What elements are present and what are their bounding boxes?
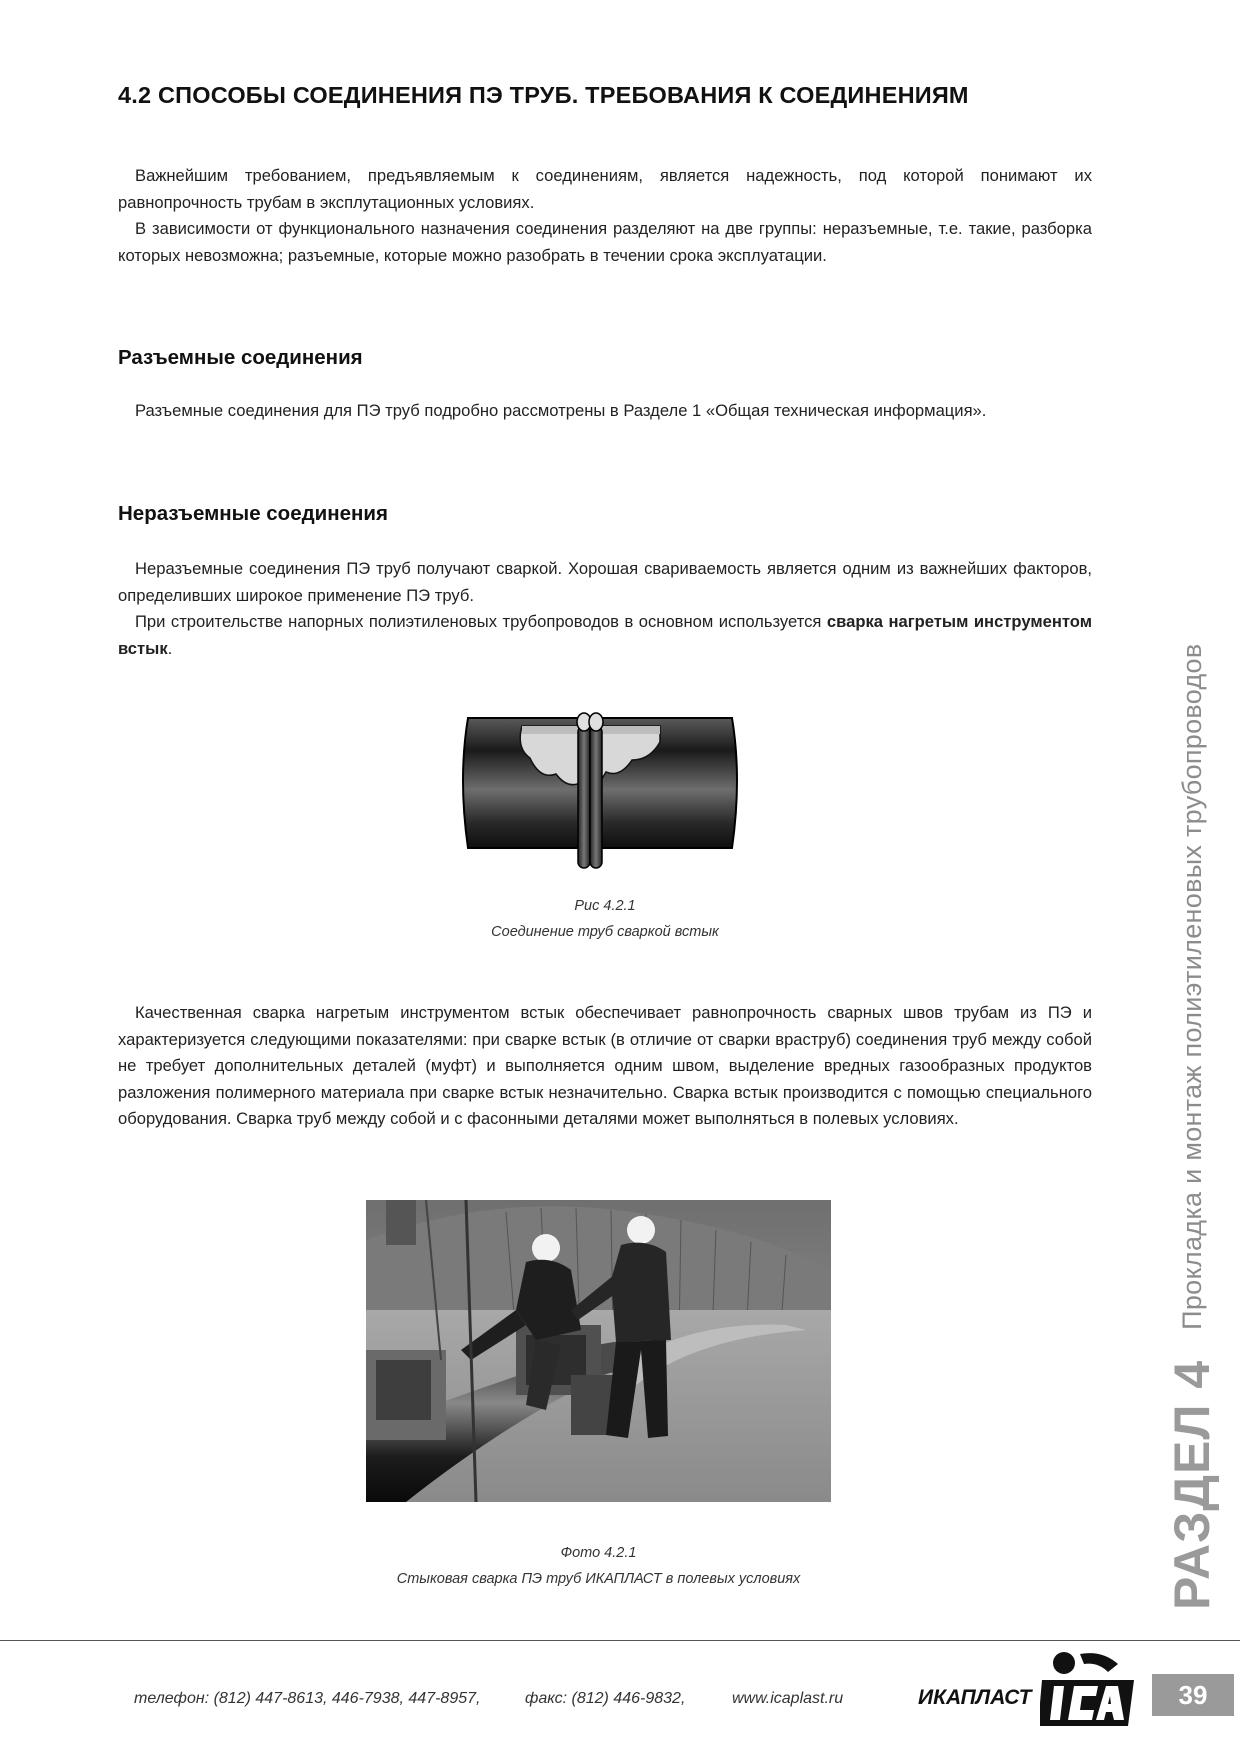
- detachable-paragraph: Разъемные соединения для ПЭ труб подробно рассмотрены в Разделе 1 «Общая техническая информация».: [135, 401, 987, 420]
- page-number: 39: [1152, 1674, 1234, 1716]
- intro-text: [118, 163, 1092, 269]
- section-number: РАЗДЕЛ 4: [1164, 1359, 1220, 1610]
- quality-text: [118, 1000, 1092, 1133]
- figure-caption: [430, 893, 780, 945]
- ica-logo-icon: [1040, 1650, 1136, 1728]
- detachable-text: [118, 398, 1092, 425]
- photo-label: Фото 4.2.1: [560, 1545, 637, 1561]
- permanent-text: [118, 556, 1092, 662]
- permanent-p2-start: При строительстве напорных полиэтиленовых трубопроводов в основном используется: [135, 612, 827, 631]
- intro-paragraph-1: Важнейшим требованием, предъявляемым к соединениям, является надежность, под которой понимают их равнопрочность трубам в эксплутационных условиях.: [118, 166, 1092, 212]
- figure-label: Рис 4.2.1: [574, 898, 636, 914]
- permanent-p2-bold: сварка нагретым инструментом встык: [118, 612, 1092, 658]
- permanent-p2-end: .: [167, 638, 173, 658]
- section-title: Прокладка и монтаж полиэтиленовых трубопроводов: [1176, 643, 1207, 1330]
- footer-fax: факс: (812) 446-9832,: [525, 1690, 686, 1707]
- footer-website[interactable]: www.icaplast.ru: [732, 1690, 844, 1707]
- footer-phone: телефон: (812) 447-8613, 446-7938, 447-8957,: [134, 1690, 481, 1707]
- footer-divider: [0, 1640, 1240, 1641]
- section-sidebar: [1162, 610, 1222, 1610]
- brand-name: ИКАПЛАСТ: [918, 1686, 1032, 1709]
- permanent-paragraph-2: [118, 609, 1092, 662]
- permanent-paragraph-1: Неразъемные соединения ПЭ труб получают сваркой. Хорошая свариваемость является одним из важнейших факторов, определивших широкое применение ПЭ труб.: [118, 559, 1092, 605]
- page-title: 4.2 СПОСОБЫ СОЕДИНЕНИЯ ПЭ ТРУБ. ТРЕБОВАНИЯ К СОЕДИНЕНИЯМ: [118, 82, 969, 108]
- photo-caption-text: Стыковая сварка ПЭ труб ИКАПЛАСТ в полевых условиях: [396, 1571, 801, 1587]
- figure-caption-text: Соединение труб сваркой встык: [491, 924, 719, 940]
- intro-paragraph-2: В зависимости от функционального назначения соединения разделяют на две группы: неразъемные, т.е. такие, разборка которых невозможна; разъемные, которые можно разобрать в течении срока эксплуатации.: [118, 219, 1092, 265]
- section-heading-permanent: Неразъемные соединения: [118, 502, 388, 525]
- field-welding-photo: [366, 1200, 831, 1502]
- photo-caption: [366, 1540, 831, 1592]
- pipe-weld-figure: [460, 708, 745, 873]
- quality-paragraph: Качественная сварка нагретым инструментом встык обеспечивает равнопрочность сварных швов трубам из ПЭ и характеризуется следующими показателями: при сварке встык (в отличие от сварки враструб) соединения труб между собой не требует дополнительных деталей (муфт) и выполняется одним швом, выделение вредных газообразных продуктов разложения полимерного материала при сварке встык незначительно. Сварка встык производится с помощью специального оборудования. Сварка труб между собой и с фасонными деталями может выполняться в полевых условиях.: [118, 1003, 1092, 1128]
- section-heading-detachable: Разъемные соединения: [118, 346, 363, 369]
